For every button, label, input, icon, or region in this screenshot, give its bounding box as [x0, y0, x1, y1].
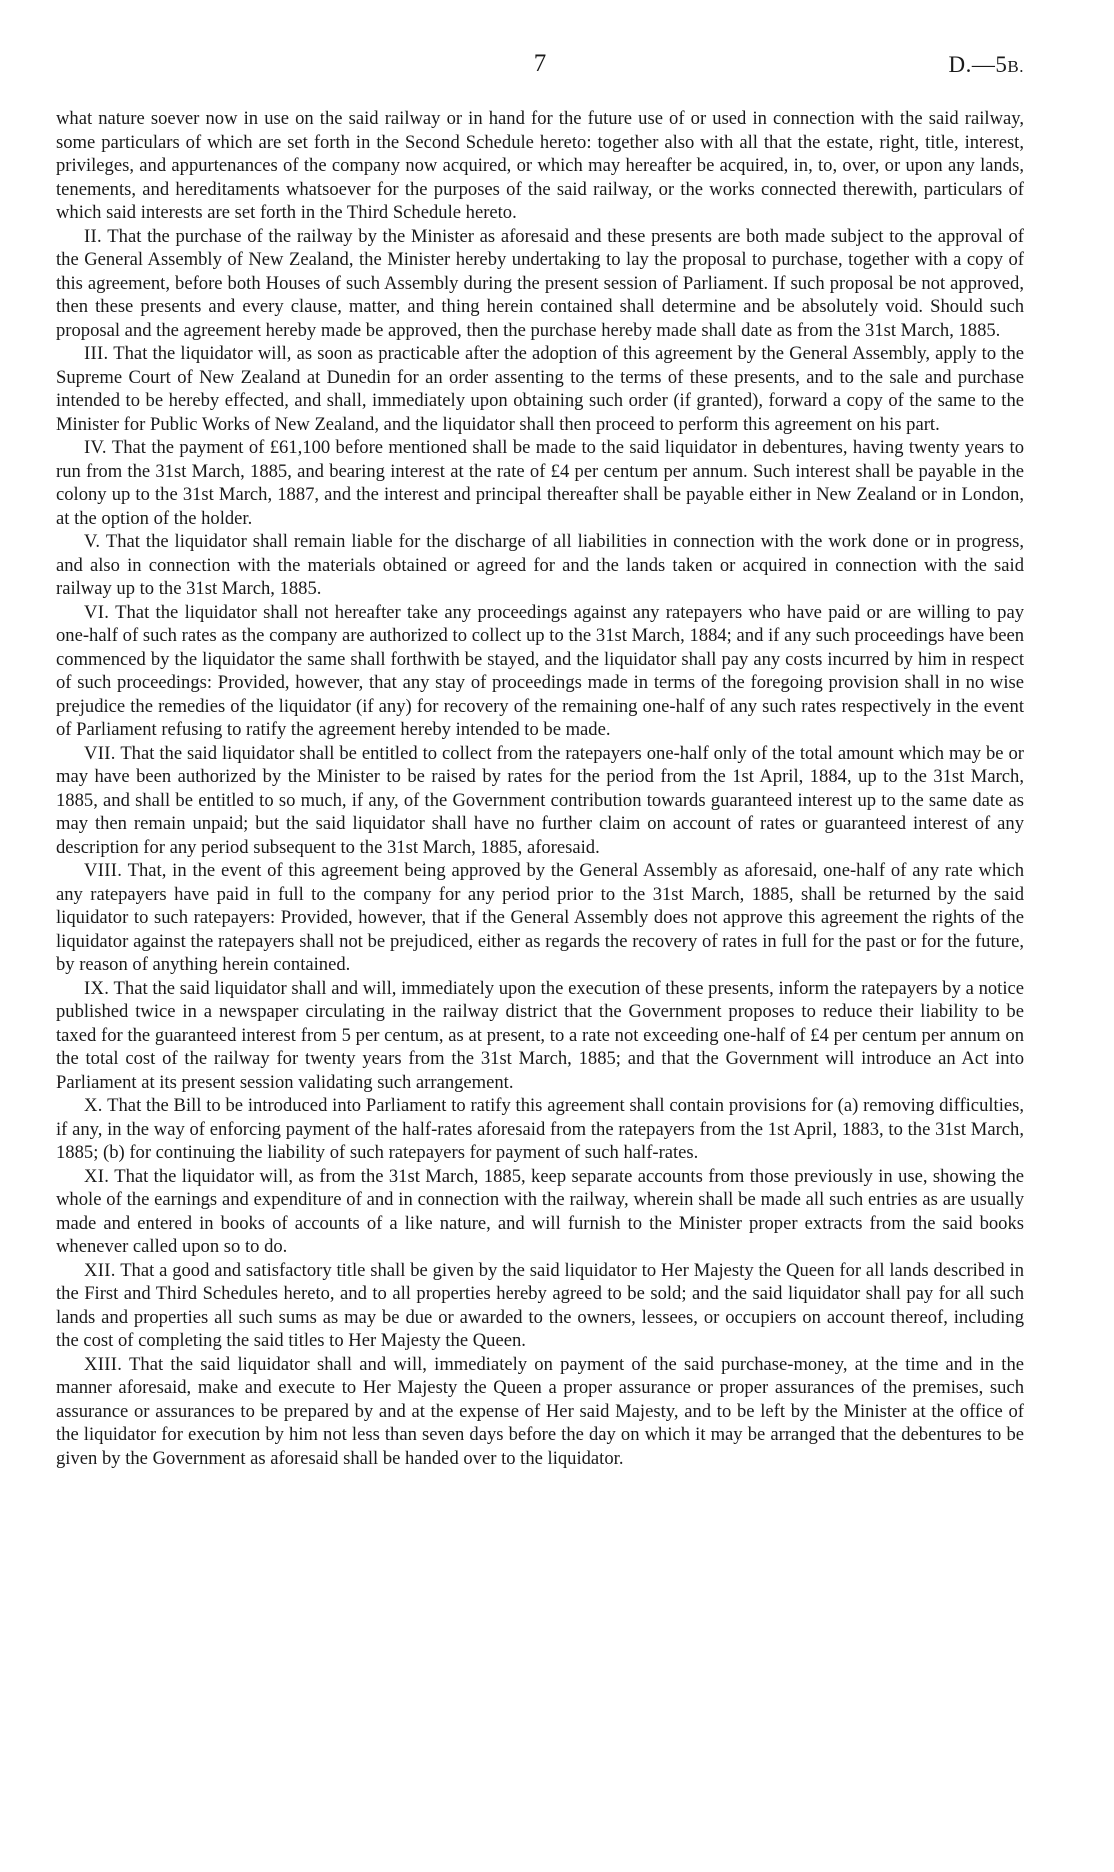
clause-text: That the said liquidator shall and will, immediately on payment of the said purchase-money, at the time and in the manner aforesaid, make and execute to Her Majesty the Queen a proper assurance or proper assurances of the premises, such assurance or assurances to be prepared by and at the expense of Her said Majesty, and to be left by the Minister at the office of the liquidator for execution by him not less than seven days before the day on which it may be arranged that the debentures to be given by the Government as aforesaid shall be handed over to the liquidator. [56, 1353, 1025, 1469]
clause-text: That a good and satisfactory title shall be given by the said liquidator to Her Majesty the Queen for all lands described in the First and Third Schedules hereto, and to all properties hereby agreed to be sold; and the said liquidator shall pay for all such lands and properties all such sums as may be due or awarded to the owners, lessees, or occupiers on account thereof, including the cost of completing the said titles to Her Majesty the Queen. [56, 1259, 1025, 1351]
clause-ii [56, 225, 1024, 343]
clause-numeral: XII. [84, 1259, 116, 1281]
document-body [56, 107, 1024, 1470]
clause-numeral: VIII. [84, 860, 123, 881]
document-reference [949, 52, 1024, 78]
clause-iii [56, 342, 1024, 436]
clause-text: That the liquidator will, as soon as practicable after the adoption of this agreement by the General Assembly, apply to the Supreme Court of New Zealand at Dunedin for an order assenting to the terms of these presents, and to the sale and purchase intended to be hereby effected, and shall, immediately upon obtaining such order (if granted), forward a copy of the same to the Minister for Public Works of New Zealand, and the liquidator shall then proceed to perform this agreement on his part. [56, 343, 1025, 435]
clause-iv [56, 436, 1024, 530]
clause-text: That the liquidator shall not hereafter take any proceedings against any ratepayers who have paid or are willing to pay one-half of such rates as the company are authorized to collect up to the 31st March, 1884; and if any such proceedings have been commenced by the liquidator the same shall forthwith be stayed, and the liquidator shall pay any costs incurred by him in respect of such proceedings: Provided, however, that any stay of proceedings made in terms of the foregoing provision shall in no wise prejudice the remedies of the liquidator (if any) for recovery of the remaining one-half of any such rates respectively in the event of Parliament refusing to ratify the agreement hereby intended to be made. [56, 601, 1025, 740]
clause-v [56, 530, 1024, 601]
clause-xi [56, 1165, 1024, 1259]
clause-text: That the liquidator shall remain liable for the discharge of all liabilities in connection with the work done or in progress, and also in connection with the materials obtained or agreed for and the lands taken or acquired in connection with the said railway up to the 31st March, 1885. [56, 531, 1025, 599]
clause-numeral: IX. [84, 977, 110, 999]
clause-xiii [56, 1353, 1024, 1471]
clause-numeral: VI. [84, 601, 110, 623]
clause-vi [56, 601, 1024, 742]
clause-text: That the Bill to be introduced into Parliament to ratify this agreement shall contain provisions for (a) removing difficulties, if any, in the way of enforcing payment of the half-rates aforesaid from the ratepayers from the 1st April, 1883, to the 31st March, 1885; (b) for continuing the liability of such ratepayers for payment of such half-rates. [56, 1095, 1024, 1163]
clause-numeral: X. [84, 1095, 103, 1116]
clause-numeral: XIII. [84, 1353, 123, 1375]
clause-xii [56, 1259, 1024, 1353]
clause-viii [56, 859, 1024, 977]
clause-text: That the liquidator will, as from the 31st March, 1885, keep separate accounts from those previously in use, showing the whole of the earnings and expenditure of and in connection with the railway, wherein shall be made all such entries as are usually made and entered in books of accounts of a like nature, and will furnish to the Minister proper extracts from the said books whenever called upon so to do. [56, 1165, 1025, 1257]
clause-text: That, in the event of this agreement being approved by the General Assembly as aforesaid, one-half of any rate which any ratepayers have paid in full to the company for any period prior to the 31st March, 1885, shall be returned by the said liquidator to such ratepayers: Provided, however, that if the General Assembly does not approve this agreement the rights of the liquidator against the ratepayers shall not be prejudiced, either as regards the recovery of rates in full for the past or for the future, by reason of anything herein contained. [56, 860, 1024, 975]
clause-numeral: III. [84, 343, 109, 364]
clause-numeral: IV. [84, 437, 107, 458]
clause-numeral: V. [84, 531, 101, 552]
clause-x [56, 1094, 1024, 1165]
clause-numeral: XI. [84, 1165, 110, 1187]
page-header [56, 50, 1024, 84]
clause-numeral: II. [84, 225, 102, 247]
clause-numeral: VII. [84, 742, 116, 764]
clause-text: That the said liquidator shall and will, immediately upon the execution of these presents, inform the ratepayers by a notice published twice in a newspaper circulating in the railway district that the Government proposes to reduce their liability to be taxed for the guaranteed interest from 5 per centum, as at present, to a rate not exceeding one-half of £4 per centum per annum on the total cost of the railway for twenty years from the 31st March, 1885; and that the Government will introduce an Act into Parliament at its present session validating such arrangement. [56, 977, 1024, 1093]
clause-text: That the purchase of the railway by the Minister as aforesaid and these presents are both made subject to the approval of the General Assembly of New Zealand, the Minister hereby undertaking to lay the proposal to purchase, together with a copy of this agreement, before both Houses of such Assembly during the present session of Parliament. If such proposal be not approved, then these presents and every clause, matter, and thing herein contained shall determine and be absolutely void. Should such proposal and the agreement hereby made be approved, then the purchase hereby made shall date as from the 31st March, 1885. [56, 225, 1024, 341]
paragraph-text: what nature soever now in use on the said railway or in hand for the future use of or used in connection with the said railway, some particulars of which are set forth in the Second Schedule hereto: together also with all that the estate, right, title, interest, privileges, and appurtenances of the company now acquired, or which may hereafter be acquired, in, to, over, or upon any lands, tenements, and hereditaments whatsoever for the purposes of the said railway, or the works connected therewith, particulars of which said interests are set forth in the Third Schedule hereto. [56, 108, 1024, 223]
paragraph-continuation [56, 107, 1024, 225]
clause-vii [56, 742, 1024, 860]
clause-ix [56, 977, 1024, 1095]
page-number: 7 [533, 50, 547, 77]
clause-text: That the payment of £61,100 before mentioned shall be made to the said liquidator in debentures, having twenty years to run from the 31st March, 1885, and bearing interest at the rate of £4 per centum per annum. Such interest shall be payable in the colony up to the 31st March, 1887, and the interest and principal thereafter shall be payable either in New Zealand or in London, at the option of the holder. [56, 437, 1024, 529]
clause-text: That the said liquidator shall be entitled to collect from the ratepayers one-half only of the total amount which may be or may have been authorized by the Minister to be raised by rates for the period from the 1st April, 1884, up to the 31st March, 1885, and shall be entitled to so much, if any, of the Government contribution towards guaranteed interest up to the same date as may then remain unpaid; but the said liquidator shall have no further claim on account of rates or guaranteed interest of any description for any period subsequent to the 31st March, 1885, aforesaid. [56, 742, 1024, 858]
document-reference-suffix: B. [1007, 57, 1024, 76]
document-reference-main: D.—5 [948, 52, 1008, 77]
